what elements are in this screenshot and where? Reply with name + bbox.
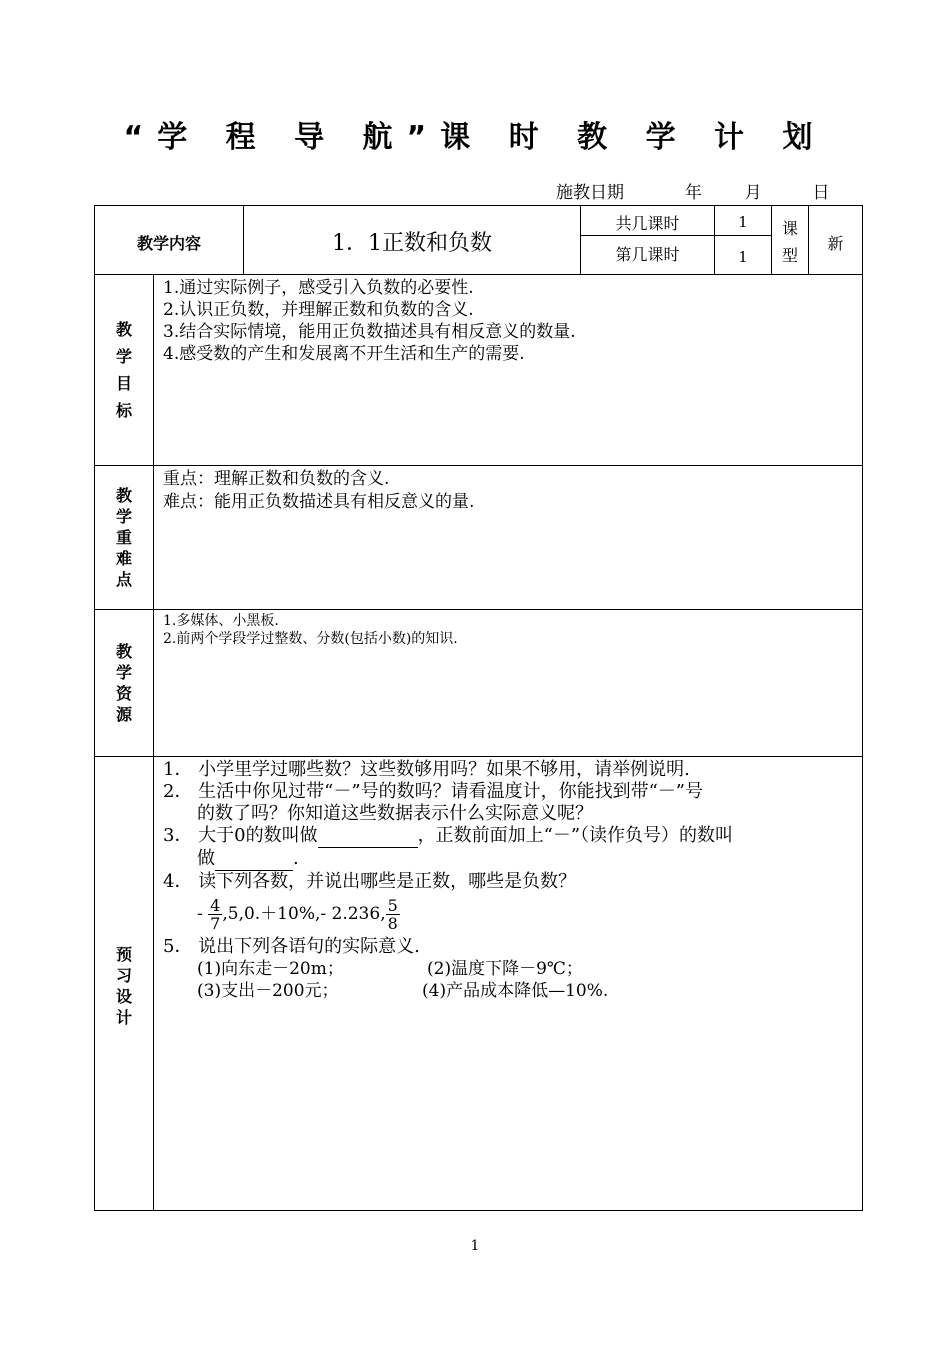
statement-1: (1)向东走－20m；: [197, 959, 344, 979]
content-label: 教学内容: [136, 234, 201, 253]
list-item: 1.多媒体、小黑板.: [163, 613, 279, 629]
key-points-label-char: 重: [115, 528, 132, 547]
statement-3: (3)支出－200元；: [197, 981, 339, 1001]
question-5-row1: [163, 958, 733, 980]
lesson-number-value: 1: [738, 248, 748, 266]
question-3-text-b: ，正数前面加上“－”（读作负号）的数叫: [417, 825, 734, 846]
resources-label-char: 学: [115, 663, 132, 682]
date-line: [556, 178, 829, 203]
list-item: 3.结合实际情境，能用正负数描述具有相反意义的数量.: [163, 322, 576, 342]
list-item: 重点：理解正数和负数的含义.: [163, 469, 390, 489]
goals-label-char: 学: [115, 347, 132, 366]
question-3-text-a: 3． 大于0的数叫做: [163, 825, 318, 846]
question-1: 1． 小学里学过哪些数？这些数够用吗？如果不够用，请举例说明.: [163, 759, 690, 780]
key-points-list: [163, 468, 474, 514]
lesson-type-label: [772, 215, 808, 269]
goals-label-cell: [95, 275, 153, 465]
question-5-row2: [163, 980, 733, 1002]
list-item: 难点：能用正负数描述具有相反意义的量.: [163, 492, 475, 512]
key-points-label-char: 教: [115, 486, 132, 505]
preview-label-char: 设: [115, 987, 132, 1006]
neg-sign: -: [197, 904, 203, 924]
fraction-four-sevenths: [208, 897, 222, 932]
fraction-denominator: 8: [387, 914, 398, 933]
key-points-label-char: 点: [115, 570, 132, 589]
resources-label-cell: [95, 610, 153, 756]
fraction-numerator: 4: [210, 896, 221, 915]
lesson-type-label-line1: 课: [781, 219, 798, 238]
question-4: 4． 读下列各数，并说出哪些是正数，哪些是负数？: [163, 871, 577, 892]
preview-label-char: 习: [115, 966, 132, 985]
answer-blank[interactable]: [215, 848, 293, 871]
page-number: 1: [470, 1238, 480, 1254]
question-3-line1: [163, 825, 733, 848]
preview-label-char: 预: [115, 945, 132, 964]
number-list: [163, 897, 733, 932]
date-month: 月: [744, 183, 762, 203]
number-list-middle: ,5,0.＋10%,- 2.236,: [222, 904, 386, 924]
statement-4: (4)产品成本降低—10%.: [422, 981, 609, 1001]
preview-questions: [163, 759, 733, 1002]
lesson-type-label-line2: 型: [781, 246, 798, 265]
goals-label-char: 教: [115, 320, 132, 339]
list-item: 1.通过实际例子，感受引入负数的必要性.: [163, 278, 474, 298]
lesson-type-value: 新: [827, 234, 844, 253]
date-label: 施教日期: [556, 183, 624, 203]
total-lessons-label: 共几课时: [615, 214, 680, 233]
date-day: 日: [812, 183, 830, 203]
lesson-number-label: 第几课时: [615, 245, 680, 264]
goals-label-char: 标: [115, 401, 132, 420]
preview-label-cell: [95, 757, 153, 1210]
resources-label-char: 教: [115, 642, 132, 661]
key-points-label-char: 学: [115, 507, 132, 526]
fraction-denominator: 7: [210, 914, 221, 933]
fraction-five-eighths: [386, 897, 400, 932]
total-lessons-value: 1: [738, 213, 748, 231]
preview-label-char: 计: [115, 1008, 132, 1027]
list-item: 4.感受数的产生和发展离不开生活和生产的需要.: [163, 344, 525, 364]
question-3-text-d: .: [293, 848, 299, 869]
content-value: 1．1正数和负数: [332, 231, 492, 256]
question-3-text-c: 做: [197, 848, 215, 869]
goals-label: [116, 316, 132, 424]
list-item: 2.前两个学段学过整数、分数(包括小数)的知识.: [163, 631, 458, 647]
goals-label-char: 目: [115, 374, 132, 393]
question-2-line1: 2． 生活中你见过带“－”号的数吗？请看温度计，你能找到带“－”号: [163, 781, 703, 802]
key-points-label-char: 难: [115, 549, 132, 568]
page-title: “学 程 导 航”课 时 教 学 计 划: [123, 120, 827, 155]
question-3-line2: [163, 848, 733, 871]
key-points-label: [116, 485, 132, 590]
list-item: 2.认识正负数，并理解正数和负数的含义.: [163, 300, 474, 320]
statement-2: (2)温度下降－9℃；: [427, 959, 583, 979]
goals-list: [163, 277, 576, 365]
fraction-numerator: 5: [387, 896, 398, 915]
resources-label-char: 源: [115, 705, 132, 724]
question-5: 5． 说出下列各语句的实际意义.: [163, 936, 420, 957]
key-points-label-cell: [95, 466, 153, 609]
resources-label: [116, 641, 132, 725]
resources-label-char: 资: [115, 684, 132, 703]
date-year: 年: [684, 183, 702, 203]
resources-list: [163, 612, 458, 648]
question-2-line2: 的数了吗？你知道这些数据表示什么实际意义呢？: [197, 803, 593, 824]
answer-blank[interactable]: [318, 825, 418, 848]
preview-label: [116, 944, 132, 1028]
